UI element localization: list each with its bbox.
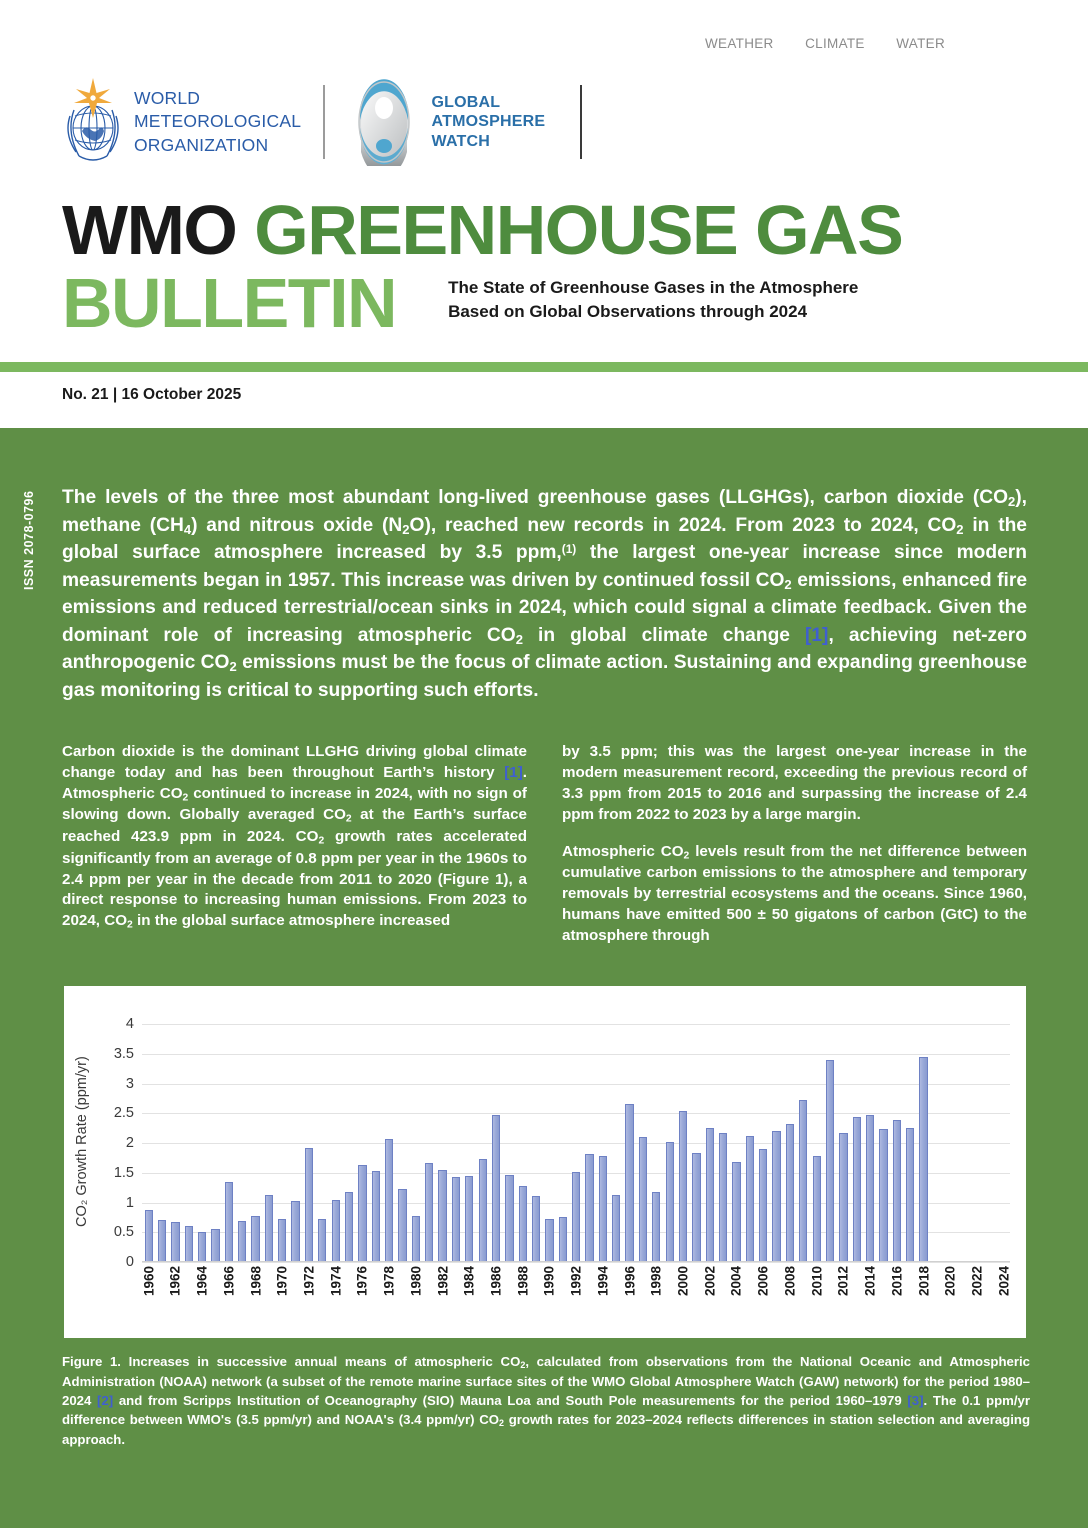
chart-bar-slot — [556, 1024, 569, 1262]
chart-x-tick-slot — [690, 1262, 703, 1338]
chart-y-tick-label: 2.5 — [113, 1105, 134, 1122]
chart-x-tick-slot — [182, 1262, 195, 1338]
chart-x-tick-label: 1974 — [328, 1266, 344, 1297]
chart-bar-slot — [276, 1024, 289, 1262]
chart-x-tick-label: 1996 — [622, 1266, 638, 1297]
chart-bar-slot — [423, 1024, 436, 1262]
chart-bar-slot — [529, 1024, 542, 1262]
chart-bar — [198, 1232, 206, 1262]
chart-bar-slot — [516, 1024, 529, 1262]
chart-bar — [145, 1210, 153, 1262]
chart-bar-slot — [356, 1024, 369, 1262]
chart-x-tick-label: 2012 — [835, 1266, 851, 1297]
chart-x-tick-label: 2014 — [862, 1266, 878, 1297]
logo-divider — [323, 85, 324, 159]
chart-bar-slot — [195, 1024, 208, 1262]
chart-x-tick-slot — [650, 1262, 663, 1338]
chart-y-tick-label: 3 — [125, 1075, 134, 1092]
chart-bar-slot — [596, 1024, 609, 1262]
masthead-subtitle-line-1: The State of Greenhouse Gases in the Atmosphere — [448, 278, 859, 298]
chart-bar-slot — [676, 1024, 689, 1262]
chart-x-tick-label: 1966 — [221, 1266, 237, 1297]
chart-bar — [305, 1148, 313, 1262]
wmo-logo-line-3: ORGANIZATION — [134, 134, 269, 155]
body-right-paragraph-1: by 3.5 ppm; this was the largest one-year increase in the modern measurement record, exceeding the previous record of 3.3 ppm from 2015 to 2016 and surpassing the increase of 2.4 ppm from 2022 to 2023 by a large margin. — [562, 743, 1027, 823]
chart-x-tick-slot — [837, 1262, 850, 1338]
chart-x-tick-slot — [249, 1262, 262, 1338]
masthead-title-line-2 — [62, 263, 1062, 342]
chart-y-tick-label: 1 — [125, 1194, 134, 1211]
chart-bar — [692, 1153, 700, 1262]
chart-bar — [452, 1177, 460, 1262]
wmo-logo-line-2: METEOROLOGICAL — [134, 111, 302, 132]
wmo-logo-text — [134, 87, 301, 156]
chart-bar — [185, 1226, 193, 1262]
chart-x-tick-slot — [302, 1262, 315, 1338]
chart-x-tick-slot — [476, 1262, 489, 1338]
chart-bar-slot — [823, 1024, 836, 1262]
chart-x-tick-slot — [917, 1262, 930, 1338]
chart-bar-slot — [970, 1024, 983, 1262]
chart-bar — [786, 1124, 794, 1262]
wmo-emblem-icon — [62, 76, 124, 168]
chart-bar — [866, 1115, 874, 1262]
chart-x-tick-slot — [663, 1262, 676, 1338]
chart-bar — [853, 1117, 861, 1262]
chart-bar-slot — [262, 1024, 275, 1262]
two-column-body — [62, 742, 1027, 947]
wmo-logo — [62, 76, 301, 168]
chart-bar — [278, 1219, 286, 1262]
chart-bar-slot — [703, 1024, 716, 1262]
chart-bar-slot — [877, 1024, 890, 1262]
masthead-wmo: WMO — [62, 191, 237, 269]
chart-x-tick-slot — [543, 1262, 556, 1338]
chart-x-tick-slot — [316, 1262, 329, 1338]
chart-bar — [505, 1175, 513, 1262]
chart-x-tick-slot — [623, 1262, 636, 1338]
chart-x-tick-label: 2008 — [782, 1266, 798, 1297]
tagline-climate: CLIMATE — [805, 36, 865, 51]
chart-bar — [372, 1171, 380, 1262]
chart-bar-slot — [690, 1024, 703, 1262]
masthead — [62, 191, 1062, 342]
chart-x-tick-label: 1970 — [274, 1266, 290, 1297]
chart-x-tick-slot — [703, 1262, 716, 1338]
chart-bar-slot — [997, 1024, 1010, 1262]
chart-x-tick-slot — [583, 1262, 596, 1338]
chart-bar — [666, 1142, 674, 1262]
chart-bars — [142, 1024, 1010, 1262]
chart-bar-slot — [770, 1024, 783, 1262]
chart-bar-slot — [449, 1024, 462, 1262]
chart-bar-slot — [917, 1024, 930, 1262]
chart-x-tick-slot — [944, 1262, 957, 1338]
chart-x-tick-label: 1994 — [595, 1266, 611, 1297]
chart-bar-slot — [850, 1024, 863, 1262]
chart-bar-slot — [810, 1024, 823, 1262]
chart-bar — [519, 1186, 527, 1262]
chart-bar-slot — [570, 1024, 583, 1262]
chart-bar — [585, 1154, 593, 1262]
chart-bar-slot — [863, 1024, 876, 1262]
chart-bar-slot — [342, 1024, 355, 1262]
chart-x-tick-label: 1984 — [461, 1266, 477, 1297]
issn-label: ISSN 2078-0796 — [22, 490, 36, 590]
chart-x-tick-slot — [610, 1262, 623, 1338]
chart-x-tick-slot — [195, 1262, 208, 1338]
chart-bar-slot — [503, 1024, 516, 1262]
chart-x-tick-slot — [890, 1262, 903, 1338]
chart-bar-slot — [302, 1024, 315, 1262]
chart-x-tick-label: 1982 — [435, 1266, 451, 1297]
chart-x-tick-label: 2016 — [889, 1266, 905, 1297]
chart-x-tick-slot — [570, 1262, 583, 1338]
chart-x-tick-slot — [396, 1262, 409, 1338]
chart-bar-slot — [583, 1024, 596, 1262]
masthead-main: GREENHOUSE GAS — [254, 191, 903, 269]
chart-bar — [358, 1165, 366, 1262]
topbar-blue-segment — [0, 0, 716, 30]
chart-y-tick-label: 0 — [125, 1254, 134, 1270]
body-right-paragraph-2: Atmospheric $CO_2$ levels result from the net difference between cumulative carbon emissions to the atmosphere and temporary removals by terrestrial ecosystems and the oceans. Since 1960, humans have emitted 500 ± 50 gigatons of carbon (GtC) to the atmosphere through — [562, 842, 1027, 945]
chart-bar-slot — [409, 1024, 422, 1262]
chart-y-tick-label: 1.5 — [113, 1164, 134, 1181]
chart-x-tick-slot — [863, 1262, 876, 1338]
chart-bar — [532, 1196, 540, 1262]
masthead-title-line-1 — [62, 191, 1062, 269]
chart-x-tick-slot — [877, 1262, 890, 1338]
chart-x-tick-slot — [436, 1262, 449, 1338]
chart-bar-slot — [209, 1024, 222, 1262]
chart-x-tick-slot — [770, 1262, 783, 1338]
chart-bar-slot — [476, 1024, 489, 1262]
wmo-logo-line-1: WORLD — [134, 88, 201, 109]
chart-bar — [559, 1217, 567, 1262]
chart-bar — [492, 1115, 500, 1262]
body-left-paragraph: Carbon dioxide is the dominant LLGHG driving global climate change today and has been throughout Earth’s history [1]. Atmospheric $CO_2$ continued to increase in 2024, with no sign of slowing down. Globally averaged $CO_2$ at the Earth’s surface reached 423.9 ppm in 2024. $CO_2$ growth rates accelerated significantly from an average of 0.8 ppm per year in the 1960s to 2.4 ppm per year in the decade from 2011 to 2020 (Figure 1), a direct response to increasing human emissions. From 2023 to 2024, $CO_2$ in the global surface atmosphere increased — [62, 743, 528, 931]
masthead-subtitle-line-2: Based on Global Observations through 2024 — [448, 301, 808, 321]
chart-bar-slot — [463, 1024, 476, 1262]
chart-bar — [652, 1192, 660, 1262]
topbar-cyan-segment — [864, 0, 938, 30]
chart-bar — [839, 1133, 847, 1262]
topbar-orange-segment — [716, 0, 790, 30]
chart-bar — [465, 1176, 473, 1262]
chart-x-tick-slot — [984, 1262, 997, 1338]
gaw-divider — [580, 85, 581, 159]
chart-bar-slot — [316, 1024, 329, 1262]
chart-bar — [813, 1156, 821, 1262]
masthead-bulletin: BULLETIN — [62, 263, 397, 342]
chart-bar-slot — [984, 1024, 997, 1262]
chart-bar — [171, 1222, 179, 1262]
chart-x-tick-slot — [369, 1262, 382, 1338]
chart-bar-slot — [944, 1024, 957, 1262]
chart-bar-slot — [155, 1024, 168, 1262]
chart-bar — [385, 1139, 393, 1262]
chart-bar-slot — [142, 1024, 155, 1262]
chart-x-tick-slot — [142, 1262, 155, 1338]
chart-bar — [625, 1104, 633, 1262]
chart-bar — [732, 1162, 740, 1262]
abstract-paragraph: The levels of the three most abundant long-lived greenhouse gases (LLGHGs), carbon dioxide $(CO_2)$, methane $(CH_4)$ and nitrous oxide $(N_2O)$, reached new records in 2024. From 2023 to 2024, $CO_2$ in the global surface atmosphere increased by 3.5 ppm,$^{(1)}$ the largest one-year increase since modern measurements began in 1957. This increase was driven by continued fossil $CO_2$ emissions, enhanced fire emissions and reduced terrestrial/ocean sinks in 2024, which could signal a climate feedback. Given the dominant role of increasing atmospheric $CO_2$ in global climate change [1], achieving net-zero anthropogenic $CO_2$ emissions must be the focus of climate action. Sustaining and expanding greenhouse gas monitoring is critical to supporting such efforts. — [62, 487, 1027, 701]
chart-x-tick-label: 2002 — [702, 1266, 718, 1297]
chart-x-tick-slot — [676, 1262, 689, 1338]
chart-bar-slot — [730, 1024, 743, 1262]
chart-bar-slot — [396, 1024, 409, 1262]
chart-x-tick-slot — [970, 1262, 983, 1338]
chart-bar-slot — [289, 1024, 302, 1262]
chart-bar — [438, 1170, 446, 1262]
chart-x-tick-slot — [503, 1262, 516, 1338]
chart-x-tick-slot — [997, 1262, 1010, 1338]
gaw-logo-line-2: ATMOSPHERE — [431, 113, 546, 131]
body-column-left — [62, 742, 527, 947]
chart-x-tick-slot — [957, 1262, 970, 1338]
gaw-logo-text — [432, 93, 546, 152]
chart-bar — [265, 1195, 273, 1262]
chart-bar-slot — [663, 1024, 676, 1262]
chart-x-tick-label: 1960 — [141, 1266, 157, 1297]
chart-bar — [772, 1131, 780, 1262]
chart-bar-slot — [543, 1024, 556, 1262]
gaw-logo-line-3: WATCH — [431, 132, 490, 150]
chart-bar — [318, 1219, 326, 1262]
chart-x-tick-slot — [730, 1262, 743, 1338]
chart-bar — [919, 1057, 927, 1262]
gaw-globe-icon — [347, 78, 421, 166]
chart-x-tick-label: 2020 — [942, 1266, 958, 1297]
chart-x-tick-slot — [209, 1262, 222, 1338]
chart-x-tick-slot — [463, 1262, 476, 1338]
chart-bar — [251, 1216, 259, 1262]
logo-row — [62, 72, 582, 172]
chart-x-tick-label: 1962 — [167, 1266, 183, 1297]
chart-y-tick-label: 2 — [125, 1135, 134, 1151]
chart-x-tick-slot — [596, 1262, 609, 1338]
chart-x-tick-slot — [489, 1262, 502, 1338]
chart-bar — [345, 1192, 353, 1262]
chart-bar-slot — [716, 1024, 729, 1262]
chart-x-tick-label: 2018 — [916, 1266, 932, 1297]
chart-bar — [225, 1182, 233, 1262]
chart-x-tick-slot — [329, 1262, 342, 1338]
chart-bar — [545, 1219, 553, 1262]
chart-x-tick-label: 1990 — [541, 1266, 557, 1297]
chart-bar-slot — [382, 1024, 395, 1262]
chart-bar — [679, 1111, 687, 1262]
chart-x-tick-slot — [903, 1262, 916, 1338]
chart-x-tick-slot — [516, 1262, 529, 1338]
chart-bar-slot — [837, 1024, 850, 1262]
tagline-weather: WEATHER — [705, 36, 774, 51]
chart-bar-slot — [436, 1024, 449, 1262]
chart-x-tick-slot — [850, 1262, 863, 1338]
chart-bar — [211, 1229, 219, 1262]
chart-bar — [425, 1163, 433, 1262]
chart-x-tick-slot — [810, 1262, 823, 1338]
chart-x-tick-slot — [556, 1262, 569, 1338]
chart-bar-slot — [957, 1024, 970, 1262]
chart-bar — [412, 1216, 420, 1262]
chart-bar-slot — [489, 1024, 502, 1262]
chart-x-tick-label: 1964 — [194, 1266, 210, 1297]
body-column-right — [562, 742, 1027, 947]
chart-bar — [398, 1189, 406, 1262]
chart-bar — [291, 1201, 299, 1262]
chart-bar — [906, 1128, 914, 1262]
chart-bar-slot — [757, 1024, 770, 1262]
chart-bar — [599, 1156, 607, 1262]
chart-bar — [799, 1100, 807, 1262]
chart-bar — [826, 1060, 834, 1262]
gaw-logo — [347, 78, 582, 166]
chart-x-tick-label: 1976 — [354, 1266, 370, 1297]
chart-bar — [893, 1120, 901, 1262]
chart-bar-slot — [797, 1024, 810, 1262]
chart-bar-slot — [650, 1024, 663, 1262]
chart-x-tick-slot — [356, 1262, 369, 1338]
chart-bar — [719, 1133, 727, 1262]
chart-x-tick-slot — [276, 1262, 289, 1338]
chart-y-tick-label: 0.5 — [113, 1224, 134, 1241]
top-color-bar — [0, 0, 1088, 30]
chart-x-axis-ticks — [142, 1262, 1010, 1338]
figure-caption: Figure 1. Increases in successive annual means of atmospheric $CO_2$, calculated from observations from the National Oceanic and Atmospheric Administration (NOAA) network (a subset of the remote marine surface sites of the WMO Global Atmosphere Watch (GAW) network) for the period 1980–2024 [2] and from Scripps Institution of Oceanography (SIO) Mauna Loa and South Pole measurements for the period 1960–1979 [3]. The 0.1 ppm/yr difference between WMO's (3.5 ppm/yr) and NOAA's (3.4 ppm/yr) $CO_2$ growth rates for 2023–2024 reflects differences in station selection and averaging approach. — [62, 1354, 1030, 1448]
chart-x-tick-label: 1988 — [515, 1266, 531, 1297]
chart-x-tick-slot — [169, 1262, 182, 1338]
chart-bar-slot — [182, 1024, 195, 1262]
chart-bar-slot — [890, 1024, 903, 1262]
chart-bar — [238, 1221, 246, 1262]
chart-x-tick-label: 1978 — [381, 1266, 397, 1297]
figure-container — [64, 986, 1026, 1338]
chart-bar-slot — [743, 1024, 756, 1262]
chart-x-tick-slot — [409, 1262, 422, 1338]
chart-y-tick-label: 4 — [125, 1016, 134, 1032]
green-divider-rule — [0, 362, 1088, 372]
gaw-logo-line-1: GLOBAL — [431, 93, 501, 111]
chart-bar — [759, 1149, 767, 1262]
chart-bar-slot — [930, 1024, 943, 1262]
chart-bar-slot — [610, 1024, 623, 1262]
chart-bar-slot — [783, 1024, 796, 1262]
chart-x-tick-label: 1986 — [488, 1266, 504, 1297]
chart-x-tick-slot — [289, 1262, 302, 1338]
masthead-subtitle — [448, 276, 858, 337]
weather-climate-water-tagline — [705, 36, 945, 51]
chart-bar-slot — [623, 1024, 636, 1262]
chart-bar — [158, 1220, 166, 1262]
chart-x-tick-label: 2024 — [996, 1266, 1012, 1297]
chart-bar — [879, 1129, 887, 1262]
chart-x-tick-label: 2000 — [675, 1266, 691, 1297]
co2-growth-rate-bar-chart — [64, 986, 1026, 1338]
chart-y-tick-label: 3.5 — [113, 1045, 134, 1062]
chart-x-tick-label: 1980 — [408, 1266, 424, 1297]
chart-x-tick-slot — [222, 1262, 235, 1338]
chart-plot-area — [113, 1016, 1010, 1270]
chart-x-tick-slot — [797, 1262, 810, 1338]
chart-bar — [706, 1128, 714, 1262]
chart-y-axis-label: CO₂ Growth Rate (ppm/yr) — [74, 1056, 90, 1228]
topbar-green-segment — [790, 0, 864, 30]
chart-bar-slot — [636, 1024, 649, 1262]
chart-bar — [612, 1195, 620, 1262]
chart-x-tick-label: 1998 — [648, 1266, 664, 1297]
chart-x-tick-label: 2004 — [728, 1266, 744, 1297]
chart-bar-slot — [249, 1024, 262, 1262]
chart-x-tick-label: 2006 — [755, 1266, 771, 1297]
chart-bar-slot — [222, 1024, 235, 1262]
chart-bar — [479, 1159, 487, 1262]
chart-x-tick-slot — [236, 1262, 249, 1338]
chart-x-tick-slot — [382, 1262, 395, 1338]
chart-bar — [639, 1137, 647, 1262]
chart-bar-slot — [236, 1024, 249, 1262]
chart-bar — [332, 1200, 340, 1262]
chart-bar-slot — [169, 1024, 182, 1262]
chart-x-tick-slot — [757, 1262, 770, 1338]
chart-x-tick-label: 1968 — [248, 1266, 264, 1297]
chart-bar — [746, 1136, 754, 1262]
chart-x-tick-slot — [783, 1262, 796, 1338]
chart-bar-slot — [369, 1024, 382, 1262]
issue-line: No. 21 | 16 October 2025 — [62, 386, 242, 403]
chart-x-tick-label: 2022 — [969, 1266, 985, 1297]
chart-x-tick-slot — [423, 1262, 436, 1338]
chart-x-tick-label: 1972 — [301, 1266, 317, 1297]
chart-x-tick-label: 2010 — [809, 1266, 825, 1297]
chart-bar-slot — [329, 1024, 342, 1262]
chart-bar-slot — [903, 1024, 916, 1262]
chart-x-tick-label: 1992 — [568, 1266, 584, 1297]
tagline-water: WATER — [896, 36, 945, 51]
chart-bar — [572, 1172, 580, 1262]
